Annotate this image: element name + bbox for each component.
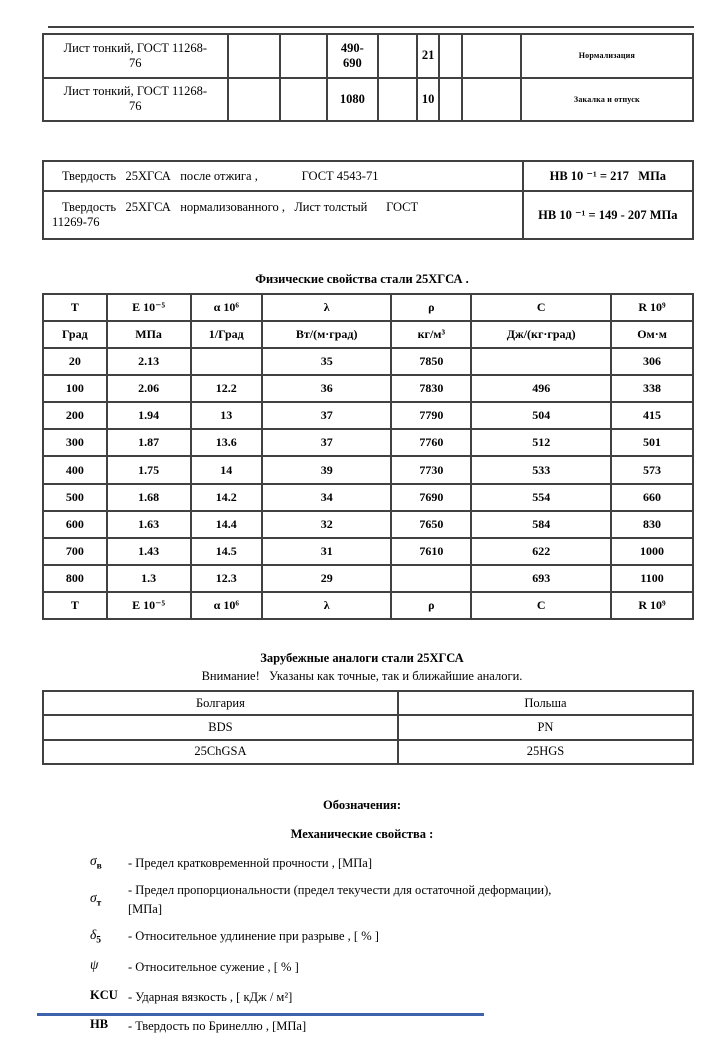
table-cell: 39 <box>262 456 391 483</box>
empty-cell <box>378 34 417 78</box>
table-cell: 7610 <box>391 538 471 565</box>
table-cell: 496 <box>471 375 611 402</box>
table-cell: 36 <box>262 375 391 402</box>
table-cell: ρ <box>391 294 471 321</box>
table-cell: 1.94 <box>107 402 191 429</box>
table-cell: 37 <box>262 429 391 456</box>
table-row <box>43 538 693 565</box>
table-cell: кг/м³ <box>391 321 471 348</box>
table-cell: 14.5 <box>191 538 263 565</box>
table-cell: 512 <box>471 429 611 456</box>
table-cell: 37 <box>262 402 391 429</box>
analogs-table <box>42 690 694 765</box>
table-cell: 12.2 <box>191 375 263 402</box>
table-cell: 300 <box>43 429 107 456</box>
analogs-title: Зарубежные аналоги стали 25ХГСА <box>260 651 464 665</box>
table-cell: 554 <box>471 484 611 511</box>
table-cell: 29 <box>262 565 391 592</box>
table-cell: 1.3 <box>107 565 191 592</box>
table-cell: 12.3 <box>191 565 263 592</box>
table-cell: ρ <box>391 592 471 619</box>
table-cell: 2.13 <box>107 348 191 375</box>
hardness-label: Твердость 25ХГСА нормализованного , Лист толстый ГОСТ <box>62 200 419 215</box>
table-cell: E 10⁻⁵ <box>107 592 191 619</box>
legend-item-psi <box>90 955 656 978</box>
assortment-cell <box>43 34 228 78</box>
table-cell: 693 <box>471 565 611 592</box>
table-cell: 501 <box>611 429 693 456</box>
analogs-note: Внимание! Указаны как точные, так и ближайшие аналоги. <box>201 669 523 683</box>
empty-cell <box>462 34 521 78</box>
table-row <box>43 565 693 592</box>
standard-cell: BDS <box>43 715 398 739</box>
country-cell: Болгария <box>43 691 398 715</box>
table-row <box>43 592 693 619</box>
table-cell: T <box>43 592 107 619</box>
hb-symbol: HB <box>90 1016 109 1031</box>
empty-cell <box>462 78 521 122</box>
hardness-label-cell <box>43 191 523 239</box>
table-cell: 660 <box>611 484 693 511</box>
physical-properties-title: Физические свойства стали 25ХГСА . <box>255 272 469 286</box>
assortment-text: Лист тонкий, ГОСТ 11268-76 <box>63 84 207 114</box>
legend-item-text: - Твердость по Бринеллю , [МПа] <box>128 1018 307 1033</box>
table-row <box>43 34 693 78</box>
table-cell: 100 <box>43 375 107 402</box>
table-cell: 7730 <box>391 456 471 483</box>
table-cell: 504 <box>471 402 611 429</box>
grade-cell: 25ChGSA <box>43 740 398 764</box>
empty-cell <box>280 34 327 78</box>
table-cell: 1.63 <box>107 511 191 538</box>
table-cell: 400 <box>43 456 107 483</box>
table-cell <box>471 348 611 375</box>
table-cell: α 10⁶ <box>191 294 263 321</box>
table-cell: 200 <box>43 402 107 429</box>
legend-item-hb <box>90 1015 656 1037</box>
table-cell: 1.87 <box>107 429 191 456</box>
delta5-symbol: $\delta_5$ <box>90 926 102 946</box>
table-cell: 13.6 <box>191 429 263 456</box>
table-cell: МПа <box>107 321 191 348</box>
table-cell: 1.68 <box>107 484 191 511</box>
table-cell: T <box>43 294 107 321</box>
table-cell: 7850 <box>391 348 471 375</box>
table-cell: 14.2 <box>191 484 263 511</box>
table-cell: 415 <box>611 402 693 429</box>
grade-cell: 25HGS <box>398 740 693 764</box>
table-cell: 1/Град <box>191 321 263 348</box>
table-row <box>43 321 693 348</box>
table-cell: α 10⁶ <box>191 592 263 619</box>
legend-item-text: - Относительное сужение , [ % ] <box>128 959 299 974</box>
legend-item-delta5 <box>90 925 656 948</box>
table-cell: 533 <box>471 456 611 483</box>
table-row <box>43 348 693 375</box>
elongation-cell: 10 <box>417 78 440 122</box>
table-row <box>43 511 693 538</box>
table-row <box>43 691 693 715</box>
legend-item-text: - Ударная вязкость , [ кДж / м²] <box>128 989 293 1004</box>
table-row <box>43 715 693 739</box>
table-cell <box>191 348 263 375</box>
bottom-blue-rule <box>37 1013 484 1016</box>
table-row <box>43 161 693 191</box>
table-cell: 32 <box>262 511 391 538</box>
table-cell: Дж/(кг·град) <box>471 321 611 348</box>
table-cell: 830 <box>611 511 693 538</box>
table-cell: 700 <box>43 538 107 565</box>
table-cell: 13 <box>191 402 263 429</box>
empty-cell <box>280 78 327 122</box>
treatment-cell: Нормализация <box>521 34 693 78</box>
treatment-cell: Закалка и отпуск <box>521 78 693 122</box>
table-row <box>43 484 693 511</box>
table-cell: 7690 <box>391 484 471 511</box>
table-row <box>43 375 693 402</box>
empty-cell <box>439 78 462 122</box>
table-cell: 600 <box>43 511 107 538</box>
legend-item-sigma-t <box>90 881 656 917</box>
table-cell: 7650 <box>391 511 471 538</box>
kcu-symbol: KCU <box>90 987 118 1002</box>
mechanical-properties-table <box>42 33 694 122</box>
sigma-b-symbol: $\sigma_в$ <box>90 853 102 872</box>
table-cell: 35 <box>262 348 391 375</box>
table-cell: λ <box>262 592 391 619</box>
table-cell: Вт/(м·град) <box>262 321 391 348</box>
table-cell: C <box>471 294 611 321</box>
empty-cell <box>228 34 281 78</box>
table-cell: C <box>471 592 611 619</box>
table-cell: Ом·м <box>611 321 693 348</box>
table-fragment-rule <box>48 26 694 28</box>
table-cell: 584 <box>471 511 611 538</box>
table-row <box>43 294 693 321</box>
hardness-label-cell <box>43 161 523 191</box>
table-cell: 306 <box>611 348 693 375</box>
table-cell: R 10⁹ <box>611 294 693 321</box>
table-cell: 1000 <box>611 538 693 565</box>
hardness-label: Твердость 25ХГСА после отжига , ГОСТ 4543-71 <box>62 168 379 183</box>
table-cell: R 10⁹ <box>611 592 693 619</box>
legend-title: Обозначения: <box>323 798 401 812</box>
table-cell: 31 <box>262 538 391 565</box>
table-cell: Град <box>43 321 107 348</box>
empty-cell <box>378 78 417 122</box>
table-cell: 1.43 <box>107 538 191 565</box>
empty-cell <box>228 78 281 122</box>
table-row <box>43 402 693 429</box>
table-cell: 14 <box>191 456 263 483</box>
table-cell: 14.4 <box>191 511 263 538</box>
table-row <box>43 456 693 483</box>
legend-item-text: - Предел пропорциональности (предел текучести для остаточной деформации), [МПа] <box>128 883 552 916</box>
strength-cell: 1080 <box>327 78 378 122</box>
table-cell: λ <box>262 294 391 321</box>
table-row <box>43 429 693 456</box>
table-row <box>43 740 693 764</box>
table-cell: E 10⁻⁵ <box>107 294 191 321</box>
physical-properties-table <box>42 293 694 620</box>
table-cell: 573 <box>611 456 693 483</box>
table-cell: 1100 <box>611 565 693 592</box>
table-cell: 7830 <box>391 375 471 402</box>
sigma-t-symbol: $\sigma_т$ <box>90 889 102 909</box>
table-cell: 338 <box>611 375 693 402</box>
table-cell: 1.75 <box>107 456 191 483</box>
legend-item-text: - Относительное удлинение при разрыве , [ % ] <box>128 929 379 944</box>
hardness-table <box>42 160 694 240</box>
hardness-value-cell: HB 10 ⁻¹ = 149 - 207 МПа <box>523 191 693 239</box>
legend-item-text: - Предел кратковременной прочности , [МПа] <box>128 855 373 870</box>
hardness-value-cell: HB 10 ⁻¹ = 217 МПа <box>523 161 693 191</box>
assortment-text: Лист тонкий, ГОСТ 11268-76 <box>63 40 207 70</box>
table-cell: 500 <box>43 484 107 511</box>
table-cell <box>391 565 471 592</box>
table-cell: 622 <box>471 538 611 565</box>
table-cell: 7760 <box>391 429 471 456</box>
table-cell: 20 <box>43 348 107 375</box>
hardness-label-line2: 11269-76 <box>52 215 100 230</box>
table-cell: 800 <box>43 565 107 592</box>
legend-item-kcu <box>90 986 656 1008</box>
table-cell: 7790 <box>391 402 471 429</box>
legend-subtitle: Механические свойства : <box>290 827 434 841</box>
assortment-cell <box>43 78 228 122</box>
table-row <box>43 191 693 239</box>
table-row <box>43 78 693 122</box>
standard-cell: PN <box>398 715 693 739</box>
legend-item-sigma-b <box>90 851 656 874</box>
empty-cell <box>439 34 462 78</box>
table-cell: 2.06 <box>107 375 191 402</box>
table-cell: 34 <box>262 484 391 511</box>
country-cell: Польша <box>398 691 693 715</box>
elongation-cell: 21 <box>417 34 440 78</box>
psi-symbol: ψ <box>90 957 99 973</box>
strength-cell: 490-690 <box>327 34 378 78</box>
